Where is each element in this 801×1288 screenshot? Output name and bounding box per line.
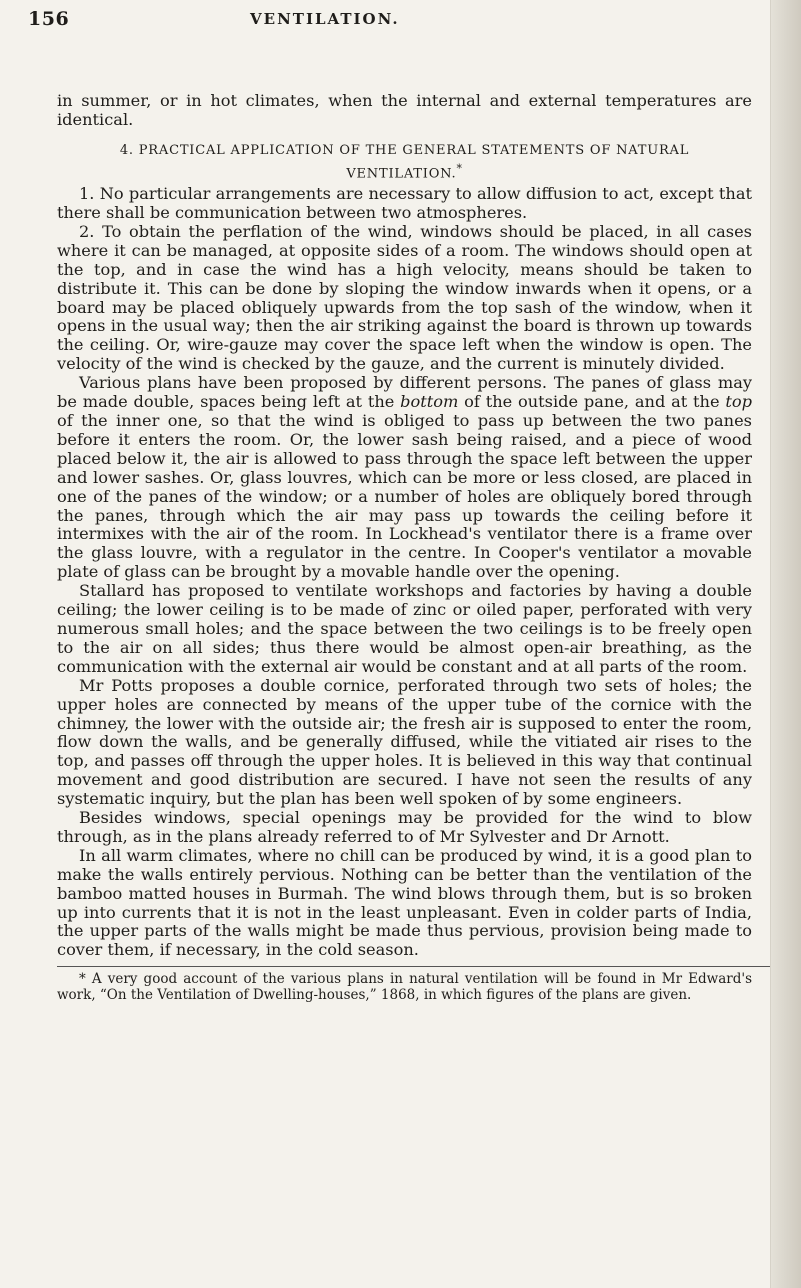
page-header	[28, 4, 748, 38]
footnote-text: A very good account of the various plans in natural ventilation will be found in Mr Edward's work, “On the Ventilation of Dwelling-houses,” 1868, in which figures of the plans are given.	[57, 971, 752, 1004]
paragraph-3	[57, 374, 752, 582]
footnote	[57, 971, 752, 1003]
paragraph-3-part-a: Various plans have been proposed by different persons. The panes of glass may be made double, spaces being left at the	[57, 373, 752, 412]
section-heading-word: VENTILATION.	[346, 166, 457, 182]
paragraph-4: Stallard has proposed to ventilate workshops and factories by having a double ceiling; the lower ceiling is to be made of zinc or oiled paper, perforated with very numerous small holes; and the space between the two ceilings is to be freely open to the air on all sides; thus there would be almost open-air breathing, as the communication with the external air would be constant and at all parts of the room.	[57, 581, 752, 676]
paragraph-1: 1. No particular arrangements are necessary to allow diffusion to act, except that there shall be communication between two atmospheres.	[57, 184, 752, 223]
paragraph-3-part-b: of the outside pane, and at the	[458, 392, 726, 412]
footnote-divider	[57, 966, 777, 967]
section-heading	[57, 142, 752, 183]
footnote-mark: *	[79, 971, 86, 988]
footnote-reference: *	[456, 161, 463, 175]
paragraph-3-part-c: of the inner one, so that the wind is obliged to pass up between the two panes before it enters the room. Or, the lower sash being raised, and a piece of wood placed below it, the air is allowed to pass through the space left between the upper and lower sashes. Or, glass louvres, which can be more or less closed, are placed in one of the panes of the window; or a number of holes are obliquely bored through the panes, through which the air may pass up towards the ceiling before it intermixes with the air of the room. In Lockhead's ventilator there is a frame over the glass louvre, with a regulator in the centre. In Cooper's ventilator a movable plate of glass can be brought by a movable handle over the opening.	[57, 411, 752, 582]
emphasis-bottom: bottom	[400, 392, 459, 412]
page-number: 156	[28, 8, 70, 30]
running-title: VENTILATION.	[250, 10, 400, 28]
paragraph-5: Mr Potts proposes a double cornice, perforated through two sets of holes; the upper holes are connected by means of the upper tube of the cornice with the chimney, the lower with the outside air; the fresh air is supposed to enter the room, flow down the walls, and be generally diffused, while the vitiated air rises to the top, and passes off through the upper holes. It is believed in this way that continual movement and good distribution are secured. I have not seen the results of any systematic inquiry, but the plan has been well spoken of by some engineers.	[57, 675, 752, 809]
body-text	[57, 92, 752, 1003]
emphasis-top: top	[725, 392, 752, 412]
page-edge	[770, 0, 801, 1288]
paragraph-2: 2. To obtain the perflation of the wind, windows should be placed, in all cases where it can be managed, at opposite sides of a room. The windows should open at the top, and in case the wind has a high velocity, means should be taken to distribute it. This can be done by sloping the window inwards when it opens, or a board may be placed obliquely upwards from the top sash of the window, when it opens in the usual way; then the air striking against the board is thrown up towards the ceiling. Or, wire-gauze may cover the space left when the window is open. The velocity of the wind is checked by the gauze, and the current is minutely divided.	[57, 221, 752, 374]
paragraph-7: In all warm climates, where no chill can be produced by wind, it is a good plan to make the walls entirely pervious. Nothing can be better than the ventilation of the bamboo matted houses in Burmah. The wind blows through them, but is so broken up into currents that it is not in the least unpleasant. Even in colder parts of India, the upper parts of the walls might be made thus pervious, provision being made to cover them, if necessary, in the cold season.	[57, 845, 752, 960]
opening-paragraph: in summer, or in hot climates, when the internal and external temperatures are identical.	[57, 91, 752, 129]
section-heading-line-2	[57, 160, 752, 183]
paragraph-6: Besides windows, special openings may be provided for the wind to blow through, as in the plans already referred to of Mr Sylvester and Dr Arnott.	[57, 808, 752, 846]
section-heading-line-1: 4. PRACTICAL APPLICATION OF THE GENERAL STATEMENTS OF NATURAL	[119, 142, 690, 158]
